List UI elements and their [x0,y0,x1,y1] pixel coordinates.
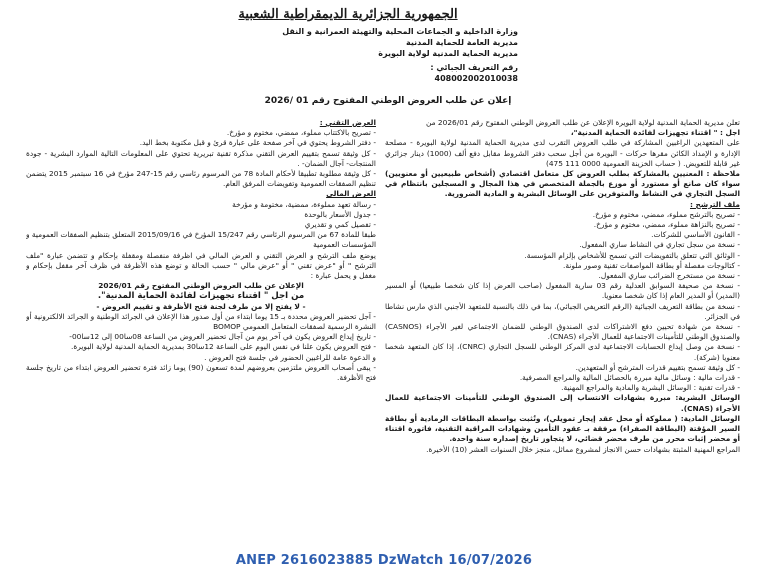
left-column-paragraph: - لا يفتح إلا من طرف لجنة فتح الأظرفة و تقييم العروض - [96,301,306,311]
left-column-paragraph: - تاريخ إيداع العروض يكون في آخر يوم من آجال تحضير العروض من الساعة 08سا00 إلى 12سا00- [69,332,376,342]
right-column-paragraph: - كتالوجات مفصلة أو بطاقة المواصفات تقنية وصور ملونة. [562,260,740,270]
right-column-paragraph: - قدرات تقنية : الوسائل البشرية والمادية والمراجع المهنية. [561,383,740,393]
right-column-paragraph: - قدرات مالية : وسائل مالية مبررة بالحصائل المالية والمراجع المصرفية. [519,373,740,383]
nif-label: رقم التعريف الجبائي : [430,63,518,72]
right-column-paragraph: - نسخة من وصل إيداع الحسابات الاجتماعية لدى المركز الوطني للسجل التجاري (CNRC)، إذا كان المتعهد شخصا معنويا (شركة). [385,342,740,362]
right-column-paragraph: - تصريح بالترشح مملوء، ممضي، مختوم و مؤرخ. [592,209,740,219]
left-column-paragraph: طبقا للمادة 67 من المرسوم الرئاسي رقم 15/247 المؤرخ في 2015/09/16 المتعلق بتنظيم الصفقات العمومية و المؤسسات العمومية [26,230,376,250]
right-column-paragraph: - نسخة من مستخرج الضرائب ساري المفعول. [598,271,740,281]
right-column-paragraph: المراجع المهنية المثبتة بشهادات حسن الانجاز لمشروع مماثل، منجز خلال السنوات العشر (10) الأخيرة. [426,444,740,454]
right-column [385,118,740,538]
left-column-paragraph: - جدول الأسعار بالوحدة [304,209,376,219]
left-column-paragraph: - فتح العروض يكون علنا في نفس اليوم على الساعة 12سا30 بمديرية الحماية المدنية لولاية البويرة. [71,342,376,352]
right-column-paragraph: الوسائل البشرية: مبررة بشهادات الانتساب إلى الصندوق الوطني للتأمينات الاجتماعية للعمال الأجراء (CNAS). [385,393,740,413]
right-column-paragraph: على المتعهدين الراغبين المشاركة في طلب العروض التقرب لدى مديرية الحماية المدنية لولاية البويرة - مصلحة الإدارة و الإمداد الكائن مقرها حركات - البويرة من أجل سحب دفتر الشروط مقابل دفع ألف (1000) دينار جزائري غير قابلة للتعويض. ( حساب الخزينة العمومية 0000 111 475) [385,138,740,168]
right-column-paragraph: اجل : " اقتناء تجهيزات لفائدة الحماية المدنية"، [570,128,740,138]
right-column-paragraph: الوسائل المادية: ( مملوكة أو محل عقد إيجار تمويلي)، وتُثبت بواسطة البطاقات الرمادية أو بطاقة السير المؤقتة (البطاقة الصفراء) مرفقة بـ عقود التأمين وشهادات المراقبة التقنية، فاتورة اقتناء أو محضر إثبات محرر من طرف محضر قضائي، لا يتجاوز تاريخ إصداره سنة واحدة. [385,413,740,444]
header-line-directorate-general: مديرية العامة للحماية المدنية [406,38,518,47]
notice-title: إعلان عن طلب العروض الوطني المفتوح رقم 01 /2026 [264,96,512,106]
right-column-paragraph: ملاحظة : المعنيين بالمشاركة بطلب العروض كل متعامل اقتصادي (أشخاص طبيعيين أو معنويين) سواء كان صانع أو مستورد أو موزع بالجملة المتخصص في هذا المجال و المسجلين بانتظام في السجل التجاري في النشاط والمتوفرين على الوسائل البشرية و المادية الضرورية. [385,169,740,199]
left-column [26,118,376,538]
left-column-paragraph: - كل وثيقة تسمح بتقييم العرض التقني مذكرة تقنية تبريرية تحتوي على المعلومات التالية الموارد البشرية - جودة المنتجات- آجال الضمان- . [26,148,376,168]
right-column-paragraph: - القانون الأساسي للشركات. [651,230,740,240]
right-column-paragraph: - نسخة من سجل تجاري في النشاط ساري المفعول. [579,240,740,250]
anep-footer: ANEP 2616023885 DzWatch 16/07/2026 [235,553,533,568]
right-column-paragraph: - نسخة من بطاقة التعريف الجبائية (الرقم التعريفي الجبائي)، بما في ذلك بالنسبة للمتعهد الأجنبي الذي مارس نشاطا في الجزائر. [385,301,740,321]
left-column-paragraph: الإعلان عن طلب العروض الوطني المفتوح رقم 2026/01 [98,281,304,291]
left-column-paragraph: من اجل " اقتناء تجهيزات لفائدة الحماية المدنية". [97,291,305,302]
left-column-paragraph: - دفتر الشروط يحتوي في آخر صفحة على عبارة قرئ و قبل مكتوبة بخط اليد. [139,138,376,148]
left-column-paragraph: - يبقى أصحاب العروض ملتزمين بعروضهم لمدة تسعون (90) يوما زائد فترة تحضير العروض ابتداء من تاريخ جلسة فتح الأظرفة. [26,362,376,383]
right-column-paragraph: - تصريح بالنزاهة مملوء، ممضي، مختوم و مؤرخ. [593,220,740,230]
left-column-paragraph: يوضع ملف الترشح و العرض التقني و العرض المالي في اظرفة منفصلة ومقفلة بإحكام و تتضمن عبارة "ملف الترشح " أو "عرض تقني " أو "عرض مالي " حسب الحالة و توضع هذه الأظرفة في ظرف آخر مقفل بإحكام و مغفل و يحمل عبارة : [26,250,376,281]
right-column-paragraph: تعلن مديرية الحماية المدنية لولاية البويرة الإعلان عن طلب العروض الوطني المفتوح رقم 2026/01 من [425,118,740,127]
right-column-paragraph: ملف الترشح : [689,199,740,209]
right-column-paragraph: - نسخة من شهادة تحيين دفع الاشتراكات لدى الصندوق الوطني للضمان الاجتماعي لغير الأجراء (CASNOS) والصندوق الوطني للتأمينات الاجتماعية للعمال الأجراء (CNAS). [385,322,740,342]
right-column-paragraph: - الوثائق التي تتعلق بالتفويضات التي تسمح للأشخاص بإلزام المؤسسة. [524,250,740,260]
right-column-paragraph: - نسخة من صحيفة السوابق العدلية رقم 03 سارية المفعول (صاحب العرض إذا كان شخصا طبيعيا) أو المسير (المدير) أو المدير العام إذا كان شخصا معنويا. [385,281,740,301]
left-column-paragraph: - تصريح بالاكتتاب مملوء، ممضي، مختوم و مؤرخ. [226,128,376,138]
header-line-directorate: مديرية الحماية المدنية لولاية البويرة [378,49,518,58]
left-column-paragraph: - رسالة تعهد مملوءة، ممضية، مختومة و مؤرخة [232,199,376,209]
header-line-ministry: وزارة الداخلية و الجماعات المحلية والتهيئة العمرانية و النقل [282,27,518,36]
left-column-paragraph: العرض التقني : [319,118,376,127]
left-column-paragraph: و الدعوة عامة للراغبين الحضور في جلسة فتح العروض . [204,352,376,362]
left-column-paragraph: - كل وثيقة مطلوبة تطبيقا لأحكام المادة 78 من المرسوم رئاسي رقم 15-247 مؤرخ في 16 سبتمبر 2015 يتضمن تنظيم الصفقات العمومية وتفويضات المرفق العام. [26,169,376,189]
republic-title: الجمهورية الجزائرية الديمقراطية الشعبية [238,7,458,22]
left-column-paragraph: - آجل تحضير العروض محددة بـ 15 يوما ابتداء من أول صدور هذا الإعلان في الجرائد الوطنية و الجرائد الالكترونية أو النشرة الرسمية لصفقات المتعامل العمومي BOMOP [26,311,376,332]
right-column-paragraph: - كل وثيقة تسمح بتقييم قدرات المترشح أو المتعهدين. [575,362,740,372]
left-column-paragraph: العرض المالي [326,189,376,199]
nif-value: 408002002010038 [434,74,518,83]
left-column-paragraph: - تفصيل كمي و تقديري [304,220,376,230]
document-header [178,6,518,84]
